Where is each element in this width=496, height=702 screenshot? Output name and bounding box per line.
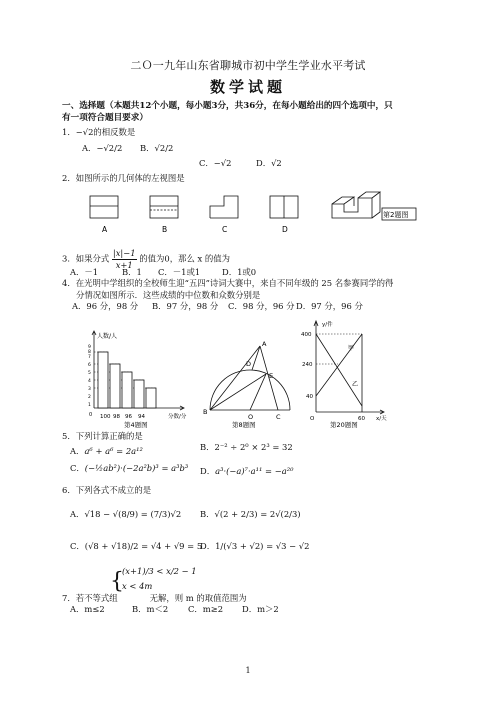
- q7-ineq-1: (x+1)/3 < x/2 − 1: [122, 566, 197, 576]
- q5-option-d[interactable]: D．a³·(−a)⁷·a¹¹ = −a²⁰: [200, 466, 294, 476]
- fig4-ytick: 3: [88, 387, 91, 392]
- q1-option-a[interactable]: A．−√2/2: [82, 143, 123, 153]
- q2-label-c: C: [222, 225, 228, 234]
- q3-option-a[interactable]: A．－1: [70, 267, 99, 277]
- subject-title: 数学试题: [209, 78, 286, 96]
- q2-caption: 第2题图: [383, 211, 409, 219]
- fig4-origin: 0: [89, 412, 93, 418]
- fig8-point-d: D: [246, 360, 252, 368]
- q5-option-a[interactable]: A．a⁶ + a⁶ = 2a¹²: [70, 446, 143, 456]
- fig4-caption: 第4题图: [124, 421, 148, 428]
- fig4-ytick: 9: [88, 345, 91, 350]
- fig4-ytick: 2: [88, 395, 91, 400]
- fig20-caption: 第20题图: [330, 421, 358, 428]
- q6-option-d[interactable]: D．1/(√3 + √2) = √3 − √2: [200, 541, 310, 551]
- q7-stem: 7．若不等式组 无解，则 m 的取值范围为: [62, 593, 247, 603]
- q6-option-a[interactable]: A．√18 − √(8/9) = (7/3)√2: [70, 509, 182, 519]
- q4-stem: 4．在光明中学组织的全校师生迎“五四”诗词大赛中，来自不同年级的 25 名参赛同学的得: [62, 278, 394, 288]
- fig8-caption: 第8题图: [232, 421, 256, 428]
- q2-label-b: B: [162, 225, 168, 234]
- exam-title: 二Ｏ一九年山东省聊城市初中学生学业水平考试: [130, 59, 366, 72]
- section-heading-cont: 有一项符合题目要求）: [62, 113, 148, 123]
- q3-option-c[interactable]: C．－1或1: [158, 267, 201, 277]
- fig20-origin: O: [310, 416, 315, 422]
- fig4-ylabel: 人数/人: [97, 333, 118, 340]
- q4-option-c[interactable]: C．98 分，96 分: [228, 301, 295, 311]
- q2-label-a: A: [102, 225, 108, 234]
- q2-figure: [82, 188, 422, 240]
- q1-stem: 1．−√2的相反数是: [62, 127, 136, 137]
- fig20-xlabel: x/天: [376, 416, 387, 422]
- q3-fraction: $\frac{|x|-1}{x+1}$: [112, 248, 136, 270]
- q4-stem-cont: 分情况如图所示．这些成绩的中位数和众数分别是: [76, 290, 261, 300]
- q6-option-c[interactable]: C．(√8 + √18)/2 = √4 + √9 = 5: [70, 541, 203, 551]
- fig20-series-jia: 甲: [348, 345, 355, 352]
- section-heading: 一、选择题（本题共12个小题，每小题3分，共36分，在每小题给出的四个选项中，只: [62, 101, 393, 111]
- fig4-xlabel: 分数/分: [168, 414, 187, 420]
- fig4-ytick: 6: [88, 363, 91, 368]
- q7-ineq-2: x < 4m: [122, 580, 153, 591]
- page-number: 1: [245, 666, 251, 675]
- fig4-xtick: 100: [100, 414, 111, 420]
- fig4-xtick: 94: [138, 414, 145, 420]
- q6-stem: 6．下列各式不成立的是: [62, 485, 152, 495]
- q7-inequality-system: { (x+1)/3 < x/2 − 1 x < 4m: [110, 566, 197, 594]
- fig20-ylabel: y/件: [322, 322, 333, 328]
- q5-option-b[interactable]: B．2⁻² ÷ 2⁰ × 2³ = 32: [200, 442, 293, 452]
- fig4-ytick: 5: [88, 371, 91, 376]
- fig20-ytick: 400: [301, 332, 312, 338]
- q5-option-c[interactable]: C．(−½ab²)·(−2a²b)³ = a³b³: [70, 463, 189, 473]
- q3-stem: 3．如果分式 $\frac{|x|-1}{x+1}$ 的值为0，那么 x 的值为: [62, 248, 231, 270]
- fig4-xtick: 96: [125, 414, 132, 420]
- q2-label-d: D: [282, 225, 288, 234]
- fig20-ytick: 40: [306, 394, 313, 400]
- q2-stem: 2．如图所示的几何体的左视图是: [62, 173, 185, 183]
- fig8-point-e: E: [269, 372, 274, 380]
- fig4-ytick: 8: [88, 350, 91, 355]
- q7-option-b[interactable]: B．m＜2: [132, 604, 169, 614]
- fig4-chart: [80, 326, 192, 428]
- fig8-point-c: C: [276, 413, 281, 421]
- q3-option-b[interactable]: B．1: [122, 267, 142, 277]
- q1-option-b[interactable]: B．√2/2: [140, 143, 174, 153]
- q7-option-a[interactable]: A．m≤2: [70, 604, 105, 614]
- q4-option-d[interactable]: D．97 分，96 分: [296, 301, 363, 311]
- fig8-point-b: B: [203, 408, 208, 416]
- q6-option-b[interactable]: B．√(2 + 2/3) = 2√(2/3): [200, 509, 301, 519]
- q1-option-c[interactable]: C．−√2: [199, 158, 232, 168]
- fig20-chart: [300, 316, 392, 428]
- fig20-series-yi: 乙: [352, 381, 359, 388]
- fig8-point-a: A: [262, 340, 267, 348]
- q4-option-a[interactable]: A．96 分，98 分: [72, 301, 139, 311]
- fig4-ytick: 4: [88, 379, 91, 384]
- q7-option-c[interactable]: C．m≥2: [188, 604, 224, 614]
- q4-option-b[interactable]: B．97 分，98 分: [152, 301, 219, 311]
- q7-option-d[interactable]: D．m＞2: [242, 604, 279, 614]
- fig8-diagram: [202, 326, 296, 428]
- fig4-ytick: 1: [88, 403, 91, 408]
- q5-stem: 5．下列计算正确的是: [62, 431, 143, 441]
- q1-option-d[interactable]: D．√2: [256, 158, 282, 168]
- fig20-ytick: 240: [302, 362, 313, 368]
- q1-expr: −√2: [75, 127, 94, 137]
- q3-option-d[interactable]: D．1或0: [222, 267, 257, 277]
- fig4-ytick: 7: [88, 355, 91, 360]
- fig20-xtick: 60: [358, 416, 365, 422]
- fig4-xtick: 98: [113, 414, 120, 420]
- fig8-point-o: O: [248, 413, 254, 421]
